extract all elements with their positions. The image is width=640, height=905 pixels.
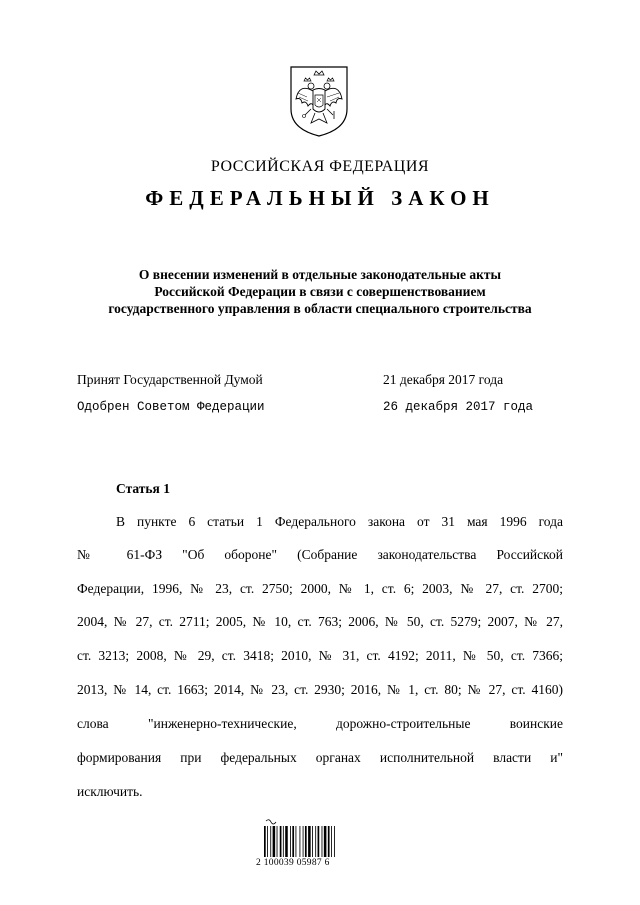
article-text-line: слова "инженерно-технические, дорожно-строительные воинские xyxy=(77,716,563,731)
article-text-line: формирования при федеральных органах исполнительной власти и" xyxy=(77,750,563,765)
coat-of-arms-emblem-icon xyxy=(287,63,351,139)
article-text-line: исключить. xyxy=(77,784,143,799)
article-text-line: ст. 3213; 2008, № 29, ст. 3418; 2010, № 31, ст. 4192; 2011, № 50, ст. 7366; xyxy=(77,648,563,663)
article-text-line: В пункте 6 статьи 1 Федерального закона от 31 мая 1996 года xyxy=(116,514,563,529)
country-name: РОССИЙСКАЯ ФЕДЕРАЦИЯ xyxy=(210,158,430,175)
law-title-line: государственного управления в области специального строительства xyxy=(108,301,532,316)
barcode-number: 2 100039 05987 6 xyxy=(256,858,330,868)
article-heading: Статья 1 xyxy=(116,481,170,496)
law-title-line: О внесении изменений в отдельные законодательные акты xyxy=(138,267,502,282)
law-title-line: Российской Федерации в связи с совершенствованием xyxy=(154,284,486,299)
barcode-icon xyxy=(256,817,376,889)
law-title xyxy=(60,266,580,317)
article-text-line: 2013, № 14, ст. 1663; 2014, № 23, ст. 2930; 2016, № 1, ст. 80; № 27, ст. 4160) xyxy=(77,682,563,697)
duma-adoption-date: 21 декабря 2017 года xyxy=(383,372,504,387)
duma-adoption-label: Принят Государственной Думой xyxy=(77,372,263,387)
article-text-line: 2004, № 27, ст. 2711; 2005, № 10, ст. 763; 2006, № 50, ст. 5279; 2007, № 27, xyxy=(77,614,563,629)
document-type: ФЕДЕРАЛЬНЫЙ ЗАКОН xyxy=(145,186,495,210)
article-text-line: Федерации, 1996, № 23, ст. 2750; 2000, № 1, ст. 6; 2003, № 27, ст. 2700; xyxy=(77,581,563,596)
council-approval-date: 26 декабря 2017 года xyxy=(383,400,534,414)
article-text-line: № 61-ФЗ "Об обороне" (Собрание законодательства Российской xyxy=(77,547,563,562)
council-approval-label: Одобрен Советом Федерации xyxy=(77,400,265,414)
